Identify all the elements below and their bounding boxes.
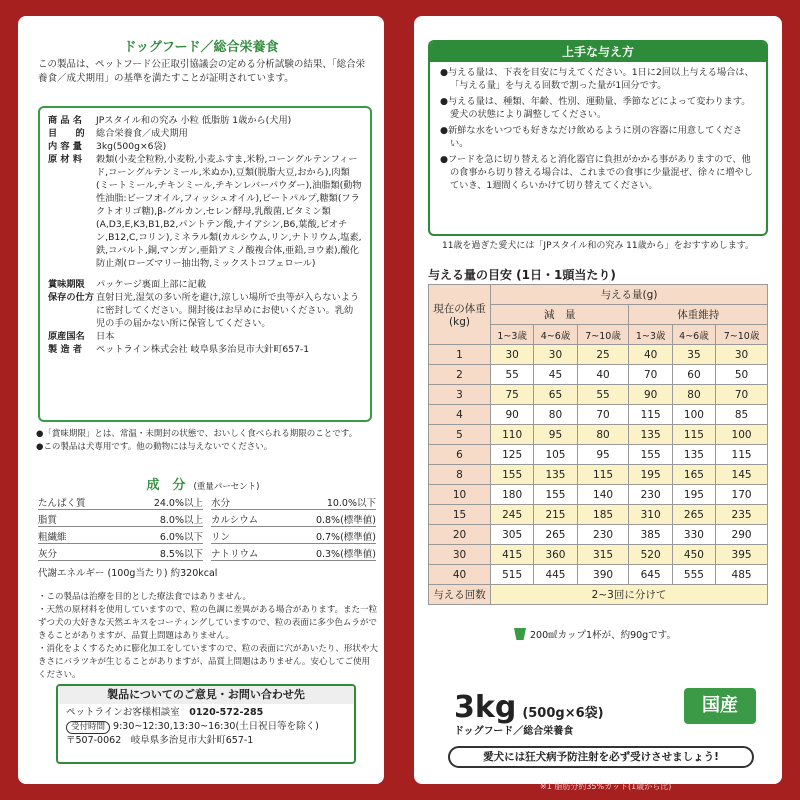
age-header: 1~3歳 (491, 325, 534, 345)
nutrient-name: たんぱく質 (38, 498, 86, 509)
amount-cell: 30 (716, 345, 768, 365)
spec-row (48, 291, 362, 330)
feeding-table (428, 284, 768, 605)
amount-cell: 35 (672, 345, 715, 365)
amount-cell: 265 (534, 525, 577, 545)
spec-row (48, 330, 362, 343)
amount-cell: 95 (534, 425, 577, 445)
amount-cell: 75 (491, 385, 534, 405)
table-row (429, 565, 768, 585)
phone-number[interactable]: 0120-572-285 (189, 707, 264, 718)
amount-cell: 80 (577, 425, 629, 445)
spec-list (48, 114, 362, 356)
age-header: 4~6歳 (534, 325, 577, 345)
amount-cell: 65 (534, 385, 577, 405)
age-header: 7~10歳 (716, 325, 768, 345)
amount-cell: 180 (491, 485, 534, 505)
amount-cell: 305 (491, 525, 534, 545)
amount-cell: 90 (629, 385, 672, 405)
table-row (429, 345, 768, 365)
nutrient-value: 24.0%以上 (153, 498, 203, 509)
product-subtitle: ドッグフード／総合栄養食 (454, 726, 574, 737)
amount-cell: 645 (629, 565, 672, 585)
product-type-title: ドッグフード／総合栄養食 (123, 40, 279, 55)
amount-cell: 155 (629, 445, 672, 465)
weight-keep-header: 体重維持 (629, 305, 768, 325)
nutrient-row (38, 511, 384, 528)
spec-value: JPスタイル和の究み 小粒 低脂肪 1歳から(犬用) (96, 115, 292, 126)
amount-cell: 230 (629, 485, 672, 505)
senior-recommendation: 11歳を過ぎた愛犬には「JPスタイル和の究み 11歳から」をおすすめします。 (441, 241, 755, 251)
tip-item: ●与える量は、種類、年齢、性別、運動量、季節などによって変わります。愛犬の状態により調整してください。 (440, 96, 751, 120)
amount-cell: 80 (672, 385, 715, 405)
age-header: 7~10歳 (577, 325, 629, 345)
amount-cell: 245 (491, 505, 534, 525)
spec-row (48, 343, 362, 356)
amount-cell: 195 (629, 465, 672, 485)
amount-cell: 195 (672, 485, 715, 505)
amount-cell: 450 (672, 545, 715, 565)
nutrient-row (38, 528, 384, 545)
spec-label: 商 品 名 (48, 115, 82, 126)
table-row (429, 365, 768, 385)
nutrient-name: 脂質 (38, 515, 58, 526)
amount-cell: 110 (491, 425, 534, 445)
spec-label: 内 容 量 (48, 141, 82, 152)
spec-label: 原 材 料 (48, 154, 82, 165)
amount-cell: 135 (629, 425, 672, 445)
right-panel (414, 16, 782, 784)
table-row (429, 465, 768, 485)
amount-cell: 385 (629, 525, 672, 545)
contact-title: 製品についてのご意見・お問い合わせ先 (58, 686, 354, 704)
spec-row (48, 127, 362, 140)
left-panel (18, 16, 384, 784)
table-row (429, 425, 768, 445)
feeding-tips-title: 上手な与え方 (430, 42, 766, 62)
table-row (429, 385, 768, 405)
amount-cell: 80 (534, 405, 577, 425)
nutrient-value: 8.5%以下 (159, 549, 203, 560)
amount-cell: 55 (491, 365, 534, 385)
table-row (429, 545, 768, 565)
weight-header: 現在の体重(kg) (429, 285, 491, 345)
frequency-label: 与える回数 (429, 585, 491, 605)
table-row (429, 445, 768, 465)
rabies-notice: 愛犬には狂犬病予防注射を必ず受けさせましょう! (448, 746, 754, 768)
tip-item: ●与える量は、下表を目安に与えてください。1日に2回以上与える場合は、「与える量」を与える回数で割った量が1回分です。 (440, 67, 754, 91)
amount-cell: 50 (716, 365, 768, 385)
amount-cell: 135 (534, 465, 577, 485)
amount-cell: 25 (577, 345, 629, 365)
amount-cell: 555 (672, 565, 715, 585)
spec-value: 日本 (96, 331, 115, 342)
spec-row (48, 140, 362, 153)
tip-item: ●新鮮な水をいつでも好きなだけ飲めるように別の容器に用意してください。 (440, 125, 743, 149)
nutrient-name: ナトリウム (211, 549, 259, 560)
amount-cell: 60 (672, 365, 715, 385)
product-notes (38, 591, 378, 682)
weight-cell: 2 (429, 365, 491, 385)
amount-cell: 520 (629, 545, 672, 565)
amount-cell: 360 (534, 545, 577, 565)
note-item: ●「賞味期限」とは、常温・未開封の状態で、おいしく食べられる期限のことです。 (36, 429, 358, 439)
nutrients-heading (38, 474, 368, 494)
amount-cell: 185 (577, 505, 629, 525)
table-row (429, 525, 768, 545)
nutrient-row (38, 545, 384, 562)
nutrient-value: 8.0%以上 (159, 515, 203, 526)
amount-cell: 115 (716, 445, 768, 465)
spec-label: 賞味期限 (48, 279, 85, 290)
spec-label: 目 的 (48, 128, 85, 139)
amount-cell: 105 (534, 445, 577, 465)
table-row (429, 485, 768, 505)
amount-cell: 140 (577, 485, 629, 505)
amount-cell: 40 (629, 345, 672, 365)
amount-cell: 395 (716, 545, 768, 565)
weight-cell: 5 (429, 425, 491, 445)
weight-cell: 4 (429, 405, 491, 425)
contact-desk: ペットラインお客様相談室 (66, 707, 180, 718)
weight-cell: 40 (429, 565, 491, 585)
amount-cell: 415 (491, 545, 534, 565)
amount-cell: 265 (672, 505, 715, 525)
nutrients-title: 成 分 (146, 478, 186, 493)
amount-cell: 70 (629, 365, 672, 385)
tip-item: ●フードを急に切り替えると消化器官に負担がかかる事がありますので、他の食事から切り替える場合は、これまでの食事に少量混ぜ、徐々に増やしていき、1週間くらいかけて切り替えてください。 (440, 154, 753, 191)
net-weight (454, 690, 604, 725)
amount-cell: 55 (577, 385, 629, 405)
amount-cell: 115 (629, 405, 672, 425)
nutrient-value: 10.0%以下 (326, 498, 376, 509)
amount-cell: 30 (534, 345, 577, 365)
cup-text: 200㎖カップ1杯が、約90gです。 (530, 630, 676, 641)
amount-cell: 330 (672, 525, 715, 545)
amount-cell: 155 (491, 465, 534, 485)
spec-row (48, 153, 362, 270)
amount-cell: 135 (672, 445, 715, 465)
weight-cell: 6 (429, 445, 491, 465)
frequency-row (429, 585, 768, 605)
spec-value: 穀類(小麦全粒粉,小麦粉,小麦ふすま,米粉,コーングルテンフィード,コーングルテンミール,米ぬか),豆類(脱脂大豆,おから),肉類(ミートミール,チキンミール,チキンレバーパウダー),油脂類(動物性油脂:ビーフオイル,フィッシュオイル),ビートパルプ,糖類(フラクトオリゴ糖),β-グルカン,セレン酵母,乳酸菌,ビタミン類(A,D3,E,K3,B1,B2,パントテン酸,ナイアシン,B6,葉酸,ビオチン,B12,C,コリン),ミネラル類(カルシウム,リン,ナトリウム,塩素,鉄,コバルト,銅,マンガン,亜鉛アミノ酸複合体,亜鉛,ヨウ素),酸化防止剤(ローズマリー抽出物,ミックストコフェロール) (96, 154, 362, 269)
amount-cell: 230 (577, 525, 629, 545)
amount-cell: 485 (716, 565, 768, 585)
weight-big: 3kg (454, 690, 517, 725)
spec-label: 保存の仕方 (48, 292, 94, 303)
weight-cell: 3 (429, 385, 491, 405)
nutrient-value: 0.7%(標準値) (315, 532, 376, 543)
contact-address: 〒507-0062 岐阜県多治見市大針町657-1 (66, 735, 254, 746)
amount-cell: 115 (577, 465, 629, 485)
amount-cell: 100 (672, 405, 715, 425)
note-item: ・この製品は治療を目的とした療法食ではありません。 (38, 592, 252, 602)
nutrient-name: カルシウム (211, 515, 259, 526)
nutrient-name: 粗繊維 (38, 532, 67, 543)
spec-value: パッケージ裏面上部に記載 (96, 279, 207, 290)
spec-label: 製 造 者 (48, 344, 82, 355)
table-row (429, 405, 768, 425)
weight-cell: 30 (429, 545, 491, 565)
cup-note (514, 627, 676, 641)
made-in-japan-badge: 国産 (684, 688, 756, 724)
note-item: ●この製品は犬専用です。他の動物には与えないでください。 (36, 442, 273, 452)
contact-hours: 9:30~12:30,13:30~16:30(土日祝日等を除く) (113, 721, 319, 732)
amount-cell: 70 (716, 385, 768, 405)
amount-header: 与える量(g) (491, 285, 768, 305)
measuring-cup-icon (514, 628, 526, 640)
amount-cell: 145 (716, 465, 768, 485)
weight-cell: 8 (429, 465, 491, 485)
amount-cell: 170 (716, 485, 768, 505)
amount-cell: 100 (716, 425, 768, 445)
weight-cell: 10 (429, 485, 491, 505)
age-header: 4~6歳 (672, 325, 715, 345)
amount-cell: 215 (534, 505, 577, 525)
note-item: ・天然の原材料を使用していますので、粒の色調に差異がある場合があります。また一粒ずつ犬の大好きな天然エキスをコーティングしていますので、粒の表面に多少色ムラができることがありますが、品質上問題はありません。 (38, 605, 378, 641)
amount-cell: 70 (577, 405, 629, 425)
amount-cell: 155 (534, 485, 577, 505)
nutrient-value: 0.8%(標準値) (315, 515, 376, 526)
amount-cell: 45 (534, 365, 577, 385)
table-row (429, 505, 768, 525)
weight-loss-header: 減 量 (491, 305, 629, 325)
weight-pack: (500g×6袋) (522, 706, 604, 721)
amount-cell: 515 (491, 565, 534, 585)
amount-cell: 390 (577, 565, 629, 585)
spec-value: ペットライン株式会社 岐阜県多治見市大針町657-1 (96, 344, 310, 355)
feeding-guide-title: 与える量の目安 (1日・1頭当たり) (428, 268, 616, 282)
spec-value: 総合栄養食／成犬期用 (96, 128, 188, 139)
contact-box (56, 684, 356, 764)
nutrient-name: リン (211, 532, 231, 543)
spec-row (48, 278, 362, 291)
amount-cell: 310 (629, 505, 672, 525)
amount-cell: 315 (577, 545, 629, 565)
amount-cell: 85 (716, 405, 768, 425)
weight-cell: 20 (429, 525, 491, 545)
spec-row (48, 114, 362, 127)
amount-cell: 95 (577, 445, 629, 465)
certification-text: この製品は、ペットフード公正取引協議会の定める分析試験の結果、「総合栄養食／成犬期用」の基準を満たすことが証明されています。 (38, 59, 366, 84)
frequency-value: 2~3回に分けて (491, 585, 768, 605)
nutrient-row (38, 494, 384, 511)
spec-box (38, 106, 372, 422)
nutrient-name: 灰分 (38, 549, 58, 560)
metabolic-energy: 代謝エネルギー (100g当たり) 約320kcal (38, 568, 218, 579)
amount-cell: 165 (672, 465, 715, 485)
nutrient-value: 0.3%(標準値) (315, 549, 376, 560)
amount-cell: 235 (716, 505, 768, 525)
amount-cell: 445 (534, 565, 577, 585)
amount-cell: 290 (716, 525, 768, 545)
expiry-notes (36, 428, 376, 454)
amount-cell: 30 (491, 345, 534, 365)
spec-label: 原産国名 (48, 331, 85, 342)
nutrient-value: 6.0%以下 (159, 532, 203, 543)
hours-tag: 受付時間 (66, 721, 110, 734)
amount-cell: 125 (491, 445, 534, 465)
nutrients-table (38, 494, 384, 562)
spec-value: 直射日光,湿気の多い所を避け,涼しい場所で虫等が入らないように密封してください。開封後はお早めにお使いください。乳幼児の手の届かない所に保管してください。 (96, 292, 360, 329)
weight-cell: 15 (429, 505, 491, 525)
weight-cell: 1 (429, 345, 491, 365)
note-item: ・消化をよくするために膨化加工をしていますので、粒の表面に穴があいたり、形状や大きさにバラツキが生じることがありますが、品質上問題はありません。安心してご使用ください。 (38, 644, 378, 680)
spec-value: 3kg(500g×6袋) (96, 141, 167, 152)
amount-cell: 90 (491, 405, 534, 425)
amount-cell: 40 (577, 365, 629, 385)
feeding-tips-box (428, 40, 768, 236)
fat-cut-footnote: ※1 脂肪分約35%カット(1歳から比) (540, 782, 672, 791)
nutrients-note: (重量パーセント) (193, 482, 260, 492)
age-header: 1~3歳 (629, 325, 672, 345)
nutrient-name: 水分 (211, 498, 231, 509)
amount-cell: 115 (672, 425, 715, 445)
